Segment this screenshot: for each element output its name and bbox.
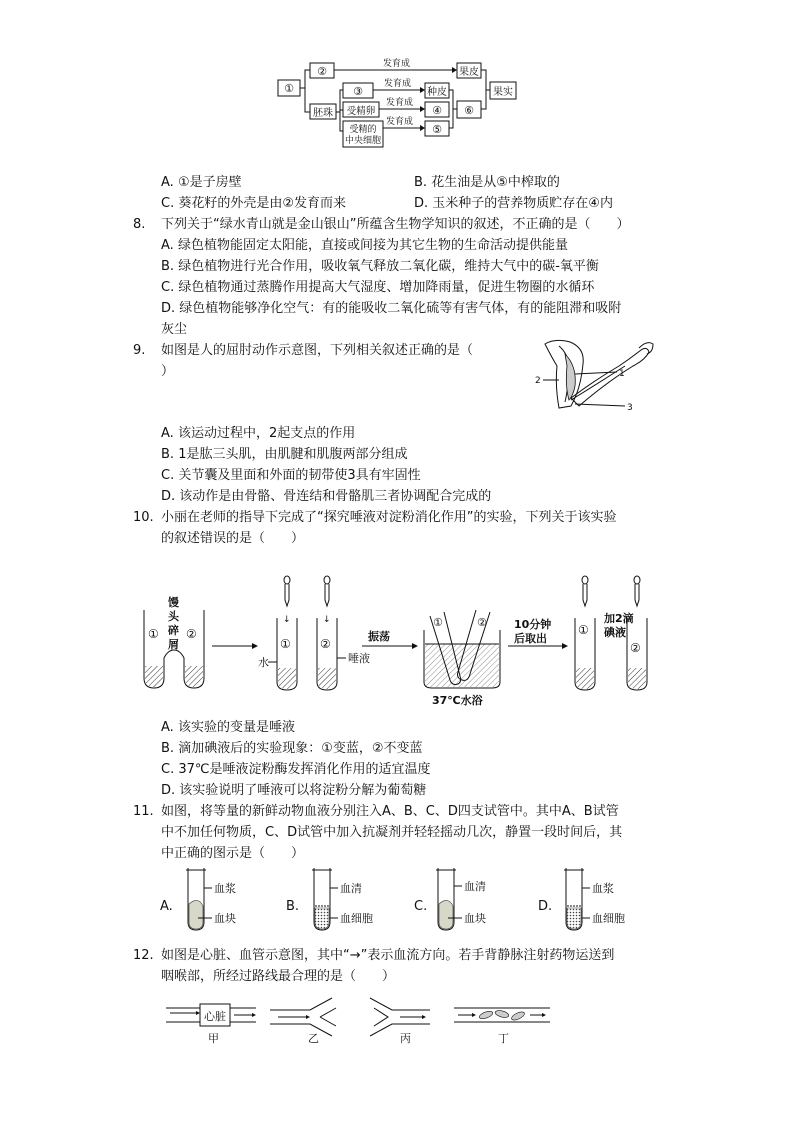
diagram-box-1 bbox=[278, 80, 300, 96]
diagram-box-5 bbox=[425, 121, 449, 136]
svg-text:④: ④ bbox=[432, 104, 442, 117]
elbow-flexion-figure bbox=[535, 336, 655, 416]
svg-text:中央细胞: 中央细胞 bbox=[344, 136, 382, 146]
q7-option-c: C. 葵花籽的外壳是由②发育而来 bbox=[161, 196, 347, 211]
svg-text:血浆: 血浆 bbox=[592, 882, 614, 895]
svg-text:↓: ↓ bbox=[283, 615, 291, 625]
svg-text:2: 2 bbox=[535, 376, 541, 386]
svg-text:屑: 屑 bbox=[168, 638, 179, 651]
q9-number: 9. bbox=[133, 343, 146, 358]
diagram-box-fruit bbox=[490, 82, 516, 99]
svg-text:3: 3 bbox=[627, 403, 633, 413]
svg-text:A.: A. bbox=[160, 899, 173, 914]
svg-text:②: ② bbox=[630, 641, 641, 655]
svg-text:②: ② bbox=[186, 627, 197, 641]
q9-option-d: D. 该动作是由骨骼、骨连结和骨骼肌三者协调配合完成的 bbox=[161, 489, 492, 504]
svg-text:⑤: ⑤ bbox=[432, 123, 442, 136]
q12-stem-line2: 咽喉部，所经过路线最合理的是（ ） bbox=[161, 969, 396, 984]
svg-text:碎: 碎 bbox=[168, 624, 179, 637]
svg-text:发育成: 发育成 bbox=[386, 117, 414, 127]
tube-option-a bbox=[160, 868, 236, 930]
q8-option-a: A. 绿色植物能固定太阳能，直接或间接为其它生物的生命活动提供能量 bbox=[161, 238, 568, 253]
fruit-development-diagram bbox=[0, 0, 794, 160]
saliva-experiment-figure bbox=[140, 570, 670, 707]
q7-option-d: D. 玉米种子的营养物质贮存在④内 bbox=[414, 196, 613, 211]
svg-text:①: ① bbox=[433, 616, 443, 629]
tube-option-b bbox=[286, 868, 373, 930]
svg-text:振荡: 振荡 bbox=[368, 630, 390, 643]
svg-text:受精的: 受精的 bbox=[349, 125, 377, 135]
q11-number: 11. bbox=[133, 804, 154, 819]
step3-water-bath bbox=[424, 610, 500, 707]
svg-text:血块: 血块 bbox=[214, 912, 236, 925]
svg-text:血清: 血清 bbox=[464, 880, 486, 893]
q10-option-b: B. 滴加碘液后的实验现象：①变蓝，②不变蓝 bbox=[161, 741, 423, 756]
q8-option-c: C. 绿色植物通过蒸腾作用提高大气湿度、增加降雨量，促进生物圈的水循环 bbox=[161, 280, 595, 295]
q11-stem-line2: 中不加任何物质，C、D试管中加入抗凝剂并轻轻摇动几次，静置一段时间后，其 bbox=[161, 825, 623, 840]
svg-text:水: 水 bbox=[258, 656, 269, 669]
svg-text:丙: 丙 bbox=[400, 1032, 411, 1045]
diagram-box-6 bbox=[457, 101, 481, 118]
figure-yi-artery bbox=[270, 998, 336, 1045]
svg-text:头: 头 bbox=[168, 610, 179, 623]
diagram-box-fertilized-egg bbox=[343, 102, 379, 117]
diagram-box-4 bbox=[425, 102, 449, 117]
svg-text:血细胞: 血细胞 bbox=[340, 912, 373, 925]
q9-option-c: C. 关节囊及里面和外面的韧带使3具有牢固性 bbox=[161, 468, 421, 483]
diagram-box-ovule bbox=[310, 104, 336, 119]
diagram-box-central-cell bbox=[343, 121, 383, 147]
svg-text:血清: 血清 bbox=[340, 882, 362, 895]
q10-option-c: C. 37℃是唾液淀粉酶发挥消化作用的适宜温度 bbox=[161, 762, 431, 777]
svg-text:10分钟: 10分钟 bbox=[514, 618, 552, 631]
svg-text:馒: 馒 bbox=[168, 596, 179, 609]
svg-text:加2滴: 加2滴 bbox=[604, 612, 634, 625]
svg-text:1: 1 bbox=[619, 369, 625, 379]
svg-text:血块: 血块 bbox=[464, 912, 486, 925]
q10-option-a: A. 该实验的变量是唾液 bbox=[161, 720, 295, 735]
step4-tube-1 bbox=[575, 576, 595, 690]
step1-tubes bbox=[144, 595, 204, 688]
figure-ding-capillary bbox=[454, 1008, 550, 1045]
q9-option-b: B. 1是肱三头肌，由肌腱和肌腹两部分组成 bbox=[161, 447, 408, 462]
q12-stem-line1: 如图是心脏、血管示意图，其中“→”表示血流方向。若手背静脉注射药物运送到 bbox=[161, 948, 615, 963]
q12-number: 12. bbox=[133, 948, 154, 963]
svg-text:发育成: 发育成 bbox=[384, 79, 412, 89]
svg-text:血细胞: 血细胞 bbox=[592, 912, 625, 925]
svg-text:C.: C. bbox=[414, 899, 428, 914]
svg-text:果皮: 果皮 bbox=[459, 67, 479, 78]
svg-text:血浆: 血浆 bbox=[214, 882, 236, 895]
svg-text:①: ① bbox=[578, 623, 589, 637]
step2-tube-water bbox=[258, 576, 297, 690]
diagram-box-pericarp bbox=[457, 63, 481, 78]
q8-stem: 下列关于“绿水青山就是金山银山”所蕴含生物学知识的叙述，不正确的是（ ） bbox=[161, 217, 630, 232]
diagram-box-3 bbox=[343, 83, 373, 98]
q8-option-d-cont: 灰尘 bbox=[161, 322, 188, 337]
svg-text:①: ① bbox=[280, 637, 291, 651]
svg-text:37℃水浴: 37℃水浴 bbox=[432, 694, 483, 707]
svg-text:D.: D. bbox=[538, 899, 553, 914]
tube-option-d bbox=[538, 868, 625, 930]
svg-text:↓: ↓ bbox=[323, 615, 331, 625]
svg-text:①: ① bbox=[148, 627, 159, 641]
q10-stem-line2: 的叙述错误的是（ ） bbox=[161, 531, 305, 546]
tube-option-c bbox=[414, 868, 486, 930]
q11-stem-line1: 如图，将等量的新鲜动物血液分别注入A、B、C、D四支试管中。其中A、B试管 bbox=[161, 804, 619, 819]
step4-tube-2 bbox=[627, 576, 647, 690]
q9-option-a: A. 该运动过程中，2起支点的作用 bbox=[161, 426, 356, 441]
svg-text:乙: 乙 bbox=[308, 1032, 319, 1045]
q9-stem-line1: 如图是人的屈肘动作示意图，下列相关叙述正确的是（ bbox=[161, 343, 474, 358]
svg-text:唾液: 唾液 bbox=[348, 652, 370, 665]
diagram-box-2 bbox=[310, 63, 334, 78]
svg-text:①: ① bbox=[284, 82, 294, 95]
q10-option-d: D. 该实验说明了唾液可以将淀粉分解为葡萄糖 bbox=[161, 783, 427, 798]
svg-text:B.: B. bbox=[286, 899, 300, 914]
svg-text:后取出: 后取出 bbox=[514, 632, 547, 645]
svg-text:心脏: 心脏 bbox=[204, 1010, 226, 1023]
q11-stem-line3: 中正确的图示是（ ） bbox=[161, 846, 305, 861]
svg-text:发育成: 发育成 bbox=[383, 59, 411, 69]
svg-text:③: ③ bbox=[353, 85, 363, 98]
svg-text:果实: 果实 bbox=[493, 87, 513, 98]
q7-option-a: A. ①是子房壁 bbox=[161, 175, 242, 190]
svg-text:丁: 丁 bbox=[498, 1032, 509, 1045]
q7-option-b: B. 花生油是从⑤中榨取的 bbox=[414, 175, 560, 190]
q9-stem-line2: ） bbox=[161, 364, 175, 379]
q10-number: 10. bbox=[133, 510, 154, 525]
svg-text:受精卵: 受精卵 bbox=[346, 106, 376, 117]
svg-text:⑥: ⑥ bbox=[464, 104, 474, 117]
svg-text:发育成: 发育成 bbox=[386, 98, 414, 108]
blood-tubes-figure bbox=[158, 866, 658, 936]
q8-option-b: B. 绿色植物进行光合作用，吸收氧气释放二氧化碳，维持大气中的碳-氧平衡 bbox=[161, 259, 599, 274]
q10-stem-line1: 小丽在老师的指导下完成了“探究唾液对淀粉消化作用”的实验，下列关于该实验 bbox=[161, 510, 617, 525]
q8-number: 8. bbox=[133, 217, 146, 232]
svg-text:胚珠: 胚珠 bbox=[313, 108, 333, 119]
q8-option-d: D. 绿色植物能够净化空气：有的能吸收二氧化硫等有害气体，有的能阻滞和吸附 bbox=[161, 301, 622, 316]
figure-jia-heart bbox=[166, 1004, 256, 1045]
step2-tube-saliva bbox=[317, 576, 370, 690]
svg-text:甲: 甲 bbox=[208, 1032, 219, 1045]
svg-text:碘液: 碘液 bbox=[604, 626, 626, 639]
svg-text:②: ② bbox=[477, 616, 487, 629]
heart-vessels-figure bbox=[160, 996, 560, 1046]
svg-text:种皮: 种皮 bbox=[427, 87, 447, 98]
diagram-box-seed-coat bbox=[425, 83, 449, 98]
svg-text:②: ② bbox=[317, 65, 327, 78]
svg-text:②: ② bbox=[320, 637, 331, 651]
figure-bing-vein bbox=[370, 998, 430, 1045]
